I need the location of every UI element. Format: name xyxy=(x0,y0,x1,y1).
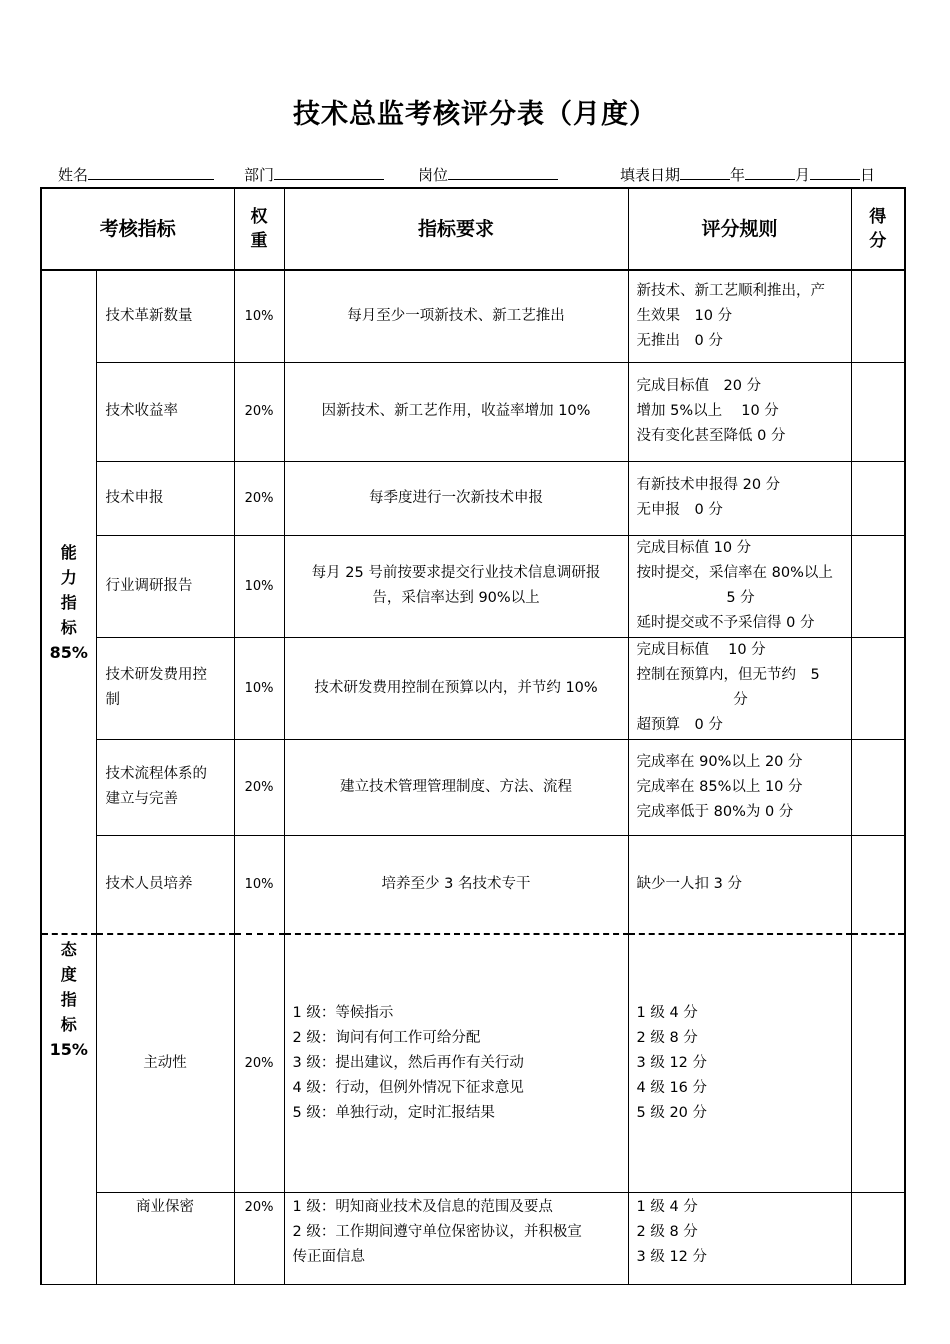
page-title: 技术总监考核评分表（月度） xyxy=(293,99,657,130)
requirement-line: 每月 25 号前按要求提交行业技术信息调研报 xyxy=(311,565,601,581)
score-cell[interactable] xyxy=(851,835,905,934)
weight-cell: 10% xyxy=(234,535,284,637)
year-label: 年 xyxy=(730,166,746,184)
requirement-line: 4 级：行动，但例外情况下征求意见 xyxy=(292,1079,524,1096)
position-blank[interactable] xyxy=(448,164,558,180)
requirement-line: 因新技术、新工艺作用，收益率增加 10% xyxy=(321,403,591,419)
requirement-cell xyxy=(284,1192,628,1284)
rule-line: 1 级 4 分 xyxy=(636,1004,698,1021)
name-blank[interactable] xyxy=(88,164,214,180)
requirement-line: 传正面信息 xyxy=(292,1248,366,1265)
score-cell[interactable] xyxy=(851,637,905,739)
score-cell[interactable] xyxy=(851,934,905,1192)
requirement-line: 培养至少 3 名技术专干 xyxy=(381,875,531,892)
table-header-row xyxy=(41,188,905,270)
indicator-name-line: 技术收益率 xyxy=(105,403,178,419)
weight-cell: 20% xyxy=(234,1192,284,1284)
requirement-line: 告，采信率达到 90%以上 xyxy=(372,590,540,606)
indicator-name-line: 技术申报 xyxy=(105,489,164,506)
header-requirement: 指标要求 xyxy=(284,188,628,270)
table-row xyxy=(41,461,905,535)
rule-line: 2 级 8 分 xyxy=(636,1223,698,1240)
indicator-name-line: 行业调研报告 xyxy=(105,577,193,594)
requirement-cell xyxy=(284,535,628,637)
requirement-cell xyxy=(284,934,628,1192)
category-char: 指 xyxy=(60,592,77,612)
category-char: 指 xyxy=(60,990,77,1009)
name-field[interactable] xyxy=(58,164,214,185)
dept-blank[interactable] xyxy=(274,164,384,180)
rule-cell xyxy=(628,1192,851,1284)
rule-line: 完成率低于 80%为 0 分 xyxy=(636,803,794,820)
rule-line: 3 级 12 分 xyxy=(636,1248,708,1265)
header-indicator: 考核指标 xyxy=(41,188,234,270)
rule-line: 有新技术申报得 20 分 xyxy=(636,477,781,493)
rule-line: 超预算 0 分 xyxy=(636,717,723,733)
rule-line: 2 级 8 分 xyxy=(636,1029,698,1046)
rule-line: 延时提交或不予采信得 0 分 xyxy=(636,615,815,631)
indicator-name xyxy=(96,835,234,934)
requirement-line: 2 级：询问有何工作可给分配 xyxy=(292,1029,481,1046)
indicator-name xyxy=(96,739,234,835)
requirement-cell xyxy=(284,362,628,461)
score-cell[interactable] xyxy=(851,535,905,637)
requirement-cell xyxy=(284,637,628,739)
weight-cell: 20% xyxy=(234,461,284,535)
position-label: 岗位 xyxy=(418,166,449,184)
day-blank[interactable] xyxy=(810,164,860,180)
rule-line: 5 级 20 分 xyxy=(636,1104,708,1121)
requirement-line: 1 级：明知商业技术及信息的范围及要点 xyxy=(292,1198,553,1215)
category-char: 力 xyxy=(60,567,77,587)
rule-line: 完成率在 85%以上 10 分 xyxy=(636,778,803,795)
indicator-name xyxy=(96,637,234,739)
indicator-name-line: 技术研发费用控 xyxy=(105,667,207,683)
requirement-line: 每季度进行一次新技术申报 xyxy=(369,489,544,506)
indicator-name xyxy=(96,461,234,535)
category-char: 标 xyxy=(60,617,77,637)
rule-line: 1 级 4 分 xyxy=(636,1198,698,1215)
requirement-line: 2 级：工作期间遵守单位保密协议，并积极宣 xyxy=(292,1223,582,1240)
header-score-line1: 得 xyxy=(869,207,887,227)
requirement-line: 技术研发费用控制在预算以内，并节约 10% xyxy=(314,679,598,696)
rule-line: 4 级 16 分 xyxy=(636,1079,708,1096)
indicator-name xyxy=(96,270,234,362)
table-row xyxy=(41,934,905,1192)
indicator-name-line: 技术革新数量 xyxy=(105,307,193,324)
indicator-name-line: 技术人员培养 xyxy=(105,875,193,892)
rule-line: 完成目标值 10 分 xyxy=(636,642,766,658)
rule-cell xyxy=(628,934,851,1192)
month-label: 月 xyxy=(795,166,811,184)
weight-cell: 20% xyxy=(234,362,284,461)
weight-cell: 10% xyxy=(234,835,284,934)
rule-line: 控制在预算内，但无节约 5 xyxy=(636,667,820,683)
rule-line: 5 分 xyxy=(726,590,755,606)
table-row xyxy=(41,270,905,362)
category-char: 度 xyxy=(60,965,77,984)
header-score-line2: 分 xyxy=(869,231,887,251)
score-cell[interactable] xyxy=(851,362,905,461)
requirement-line: 每月至少一项新技术、新工艺推出 xyxy=(347,307,565,324)
table-row xyxy=(41,362,905,461)
rule-line: 缺少一人扣 3 分 xyxy=(636,875,742,892)
rule-line: 分 xyxy=(733,692,748,708)
category-char: 能 xyxy=(60,542,77,562)
weight-cell: 10% xyxy=(234,637,284,739)
category-percent: 85% xyxy=(49,642,88,662)
table-row xyxy=(41,739,905,835)
evaluation-table xyxy=(40,187,906,1285)
year-blank[interactable] xyxy=(680,164,730,180)
rule-line: 新技术、新工艺顺利推出，产 xyxy=(636,282,826,299)
indicator-name-line: 技术流程体系的 xyxy=(105,766,207,782)
category-char: 态 xyxy=(60,940,77,959)
rule-cell xyxy=(628,739,851,835)
indicator-name xyxy=(96,362,234,461)
dept-label: 部门 xyxy=(244,166,275,184)
dept-field[interactable] xyxy=(244,164,384,185)
requirement-cell xyxy=(284,461,628,535)
requirement-line: 1 级：等候指示 xyxy=(292,1004,394,1021)
month-blank[interactable] xyxy=(745,164,795,180)
category-percent: 15% xyxy=(49,1040,88,1059)
indicator-name-line: 建立与完善 xyxy=(105,791,178,807)
requirement-line: 建立技术管理管理制度、方法、流程 xyxy=(340,778,573,795)
rule-line: 完成目标值 10 分 xyxy=(636,540,752,556)
table-row xyxy=(41,535,905,637)
header-weight-line1: 权 xyxy=(250,207,268,227)
rule-cell xyxy=(628,637,851,739)
indicator-name-line: 主动性 xyxy=(143,1054,187,1071)
rule-line: 完成率在 90%以上 20 分 xyxy=(636,753,803,770)
header-weight-line2: 重 xyxy=(250,231,268,251)
score-cell[interactable] xyxy=(851,270,905,362)
date-label: 填表日期 xyxy=(620,166,681,184)
position-field[interactable] xyxy=(418,164,558,185)
score-cell[interactable] xyxy=(851,739,905,835)
rule-line: 增加 5%以上 10 分 xyxy=(636,403,779,419)
day-label: 日 xyxy=(860,166,876,184)
weight-cell: 10% xyxy=(234,270,284,362)
requirement-cell xyxy=(284,835,628,934)
score-cell[interactable] xyxy=(851,1192,905,1284)
requirement-cell xyxy=(284,270,628,362)
rule-cell xyxy=(628,535,851,637)
rule-line: 无申报 0 分 xyxy=(636,502,723,518)
rule-cell xyxy=(628,270,851,362)
category-attitude xyxy=(41,934,96,1284)
header-weight xyxy=(234,188,284,270)
name-label: 姓名 xyxy=(58,166,89,184)
indicator-name xyxy=(96,1192,234,1284)
category-char: 标 xyxy=(60,1015,77,1034)
score-cell[interactable] xyxy=(851,461,905,535)
indicator-name-line: 商业保密 xyxy=(136,1198,194,1215)
rule-cell xyxy=(628,461,851,535)
table-row xyxy=(41,1192,905,1284)
indicator-name-line: 制 xyxy=(105,692,120,708)
indicator-name xyxy=(96,535,234,637)
weight-cell: 20% xyxy=(234,739,284,835)
date-field[interactable] xyxy=(620,164,875,185)
category-ability xyxy=(41,270,96,934)
requirement-line: 5 级：单独行动，定时汇报结果 xyxy=(292,1104,495,1121)
requirement-line: 3 级：提出建议，然后再作有关行动 xyxy=(292,1054,524,1071)
rule-cell xyxy=(628,362,851,461)
table-row xyxy=(41,835,905,934)
indicator-name xyxy=(96,934,234,1192)
table-row xyxy=(41,637,905,739)
rule-line: 按时提交，采信率在 80%以上 xyxy=(636,565,833,581)
rule-line: 生效果 10 分 xyxy=(636,307,733,324)
header-score xyxy=(851,188,905,270)
rule-line: 无推出 0 分 xyxy=(636,332,723,349)
requirement-cell xyxy=(284,739,628,835)
rule-line: 完成目标值 20 分 xyxy=(636,378,762,394)
weight-cell: 20% xyxy=(234,934,284,1192)
rule-line: 3 级 12 分 xyxy=(636,1054,708,1071)
rule-line: 没有变化甚至降低 0 分 xyxy=(636,428,786,444)
header-rule: 评分规则 xyxy=(628,188,851,270)
rule-cell xyxy=(628,835,851,934)
